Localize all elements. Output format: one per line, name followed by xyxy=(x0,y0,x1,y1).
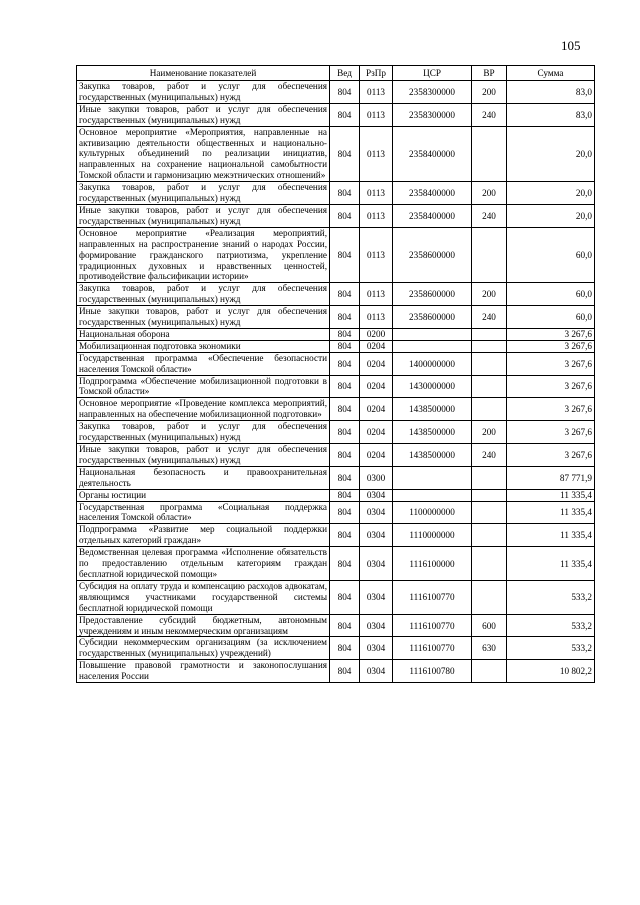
cell-ved: 804 xyxy=(330,637,360,660)
cell-sum: 3 267,6 xyxy=(507,398,595,421)
cell-vr: 200 xyxy=(472,421,507,444)
cell-name: Субсидия на оплату труда и компенсацию расходов адвокатам, являющимся участниками государственной системы бесплатной юридической помощи xyxy=(77,580,330,614)
cell-rzpr: 0304 xyxy=(360,547,393,581)
cell-ved: 804 xyxy=(330,421,360,444)
cell-csr: 1438500000 xyxy=(393,444,472,467)
cell-csr: 1110000000 xyxy=(393,524,472,547)
cell-sum: 11 335,4 xyxy=(507,524,595,547)
cell-rzpr: 0113 xyxy=(360,103,393,126)
table-row xyxy=(77,126,595,182)
cell-sum: 10 802,2 xyxy=(507,660,595,683)
cell-rzpr: 0113 xyxy=(360,204,393,227)
table-body xyxy=(77,81,595,683)
cell-name: Ведомственная целевая программа «Исполнение обязательств по предоставлению отдельным категориям граждан бесплатной юридической помощи» xyxy=(77,547,330,581)
cell-sum: 533,2 xyxy=(507,637,595,660)
cell-vr xyxy=(472,352,507,375)
cell-rzpr: 0204 xyxy=(360,444,393,467)
cell-vr xyxy=(472,340,507,352)
cell-ved: 804 xyxy=(330,81,360,104)
cell-vr: 240 xyxy=(472,306,507,329)
table-row xyxy=(77,352,595,375)
cell-csr xyxy=(393,340,472,352)
cell-csr xyxy=(393,489,472,501)
cell-name: Иные закупки товаров, работ и услуг для обеспечения государственных (муниципальных) нужд xyxy=(77,306,330,329)
cell-rzpr: 0204 xyxy=(360,375,393,398)
cell-name: Субсидии некоммерческим организациям (за исключением государственных (муниципальных) учреждений) xyxy=(77,637,330,660)
cell-csr: 1116100770 xyxy=(393,614,472,637)
cell-sum: 83,0 xyxy=(507,81,595,104)
table-row xyxy=(77,328,595,340)
cell-csr: 1116100770 xyxy=(393,637,472,660)
cell-csr: 1400000000 xyxy=(393,352,472,375)
cell-vr: 200 xyxy=(472,81,507,104)
cell-ved: 804 xyxy=(330,660,360,683)
page-number: 105 xyxy=(561,38,581,53)
cell-csr: 2358600000 xyxy=(393,227,472,283)
table-row xyxy=(77,398,595,421)
cell-ved: 804 xyxy=(330,501,360,524)
cell-ved: 804 xyxy=(330,489,360,501)
cell-name: Иные закупки товаров, работ и услуг для обеспечения государственных (муниципальных) нужд xyxy=(77,103,330,126)
cell-vr: 240 xyxy=(472,204,507,227)
table-row xyxy=(77,283,595,306)
table-row xyxy=(77,81,595,104)
cell-rzpr: 0304 xyxy=(360,614,393,637)
cell-csr: 2358400000 xyxy=(393,126,472,182)
cell-rzpr: 0304 xyxy=(360,489,393,501)
table-row xyxy=(77,204,595,227)
table-row xyxy=(77,580,595,614)
cell-sum: 3 267,6 xyxy=(507,352,595,375)
budget-table xyxy=(76,65,595,683)
cell-name: Национальная безопасность и правоохранительная деятельность xyxy=(77,466,330,489)
cell-rzpr: 0200 xyxy=(360,328,393,340)
cell-ved: 804 xyxy=(330,524,360,547)
cell-vr xyxy=(472,547,507,581)
table-header-row xyxy=(77,66,595,81)
cell-name: Подпрограмма «Развитие мер социальной поддержки отдельных категорий граждан» xyxy=(77,524,330,547)
cell-csr: 1116100000 xyxy=(393,547,472,581)
cell-name: Повышение правовой грамотности и законопослушания населения России xyxy=(77,660,330,683)
table-row xyxy=(77,421,595,444)
cell-sum: 3 267,6 xyxy=(507,340,595,352)
cell-ved: 804 xyxy=(330,126,360,182)
cell-ved: 804 xyxy=(330,328,360,340)
cell-sum: 20,0 xyxy=(507,204,595,227)
cell-name: Мобилизационная подготовка экономики xyxy=(77,340,330,352)
cell-vr xyxy=(472,227,507,283)
cell-vr: 600 xyxy=(472,614,507,637)
cell-ved: 804 xyxy=(330,547,360,581)
cell-sum: 3 267,6 xyxy=(507,328,595,340)
cell-ved: 804 xyxy=(330,614,360,637)
cell-sum: 83,0 xyxy=(507,103,595,126)
cell-rzpr: 0204 xyxy=(360,421,393,444)
table-row xyxy=(77,547,595,581)
cell-ved: 804 xyxy=(330,306,360,329)
cell-ved: 804 xyxy=(330,580,360,614)
cell-vr xyxy=(472,580,507,614)
cell-csr: 1430000000 xyxy=(393,375,472,398)
cell-csr: 1100000000 xyxy=(393,501,472,524)
cell-csr: 2358400000 xyxy=(393,204,472,227)
cell-ved: 804 xyxy=(330,182,360,205)
cell-rzpr: 0300 xyxy=(360,466,393,489)
cell-csr: 1438500000 xyxy=(393,421,472,444)
cell-vr: 200 xyxy=(472,182,507,205)
cell-csr: 2358300000 xyxy=(393,81,472,104)
cell-csr: 1116100780 xyxy=(393,660,472,683)
header-rzpr: РзПр xyxy=(360,66,393,81)
cell-sum: 533,2 xyxy=(507,580,595,614)
cell-ved: 804 xyxy=(330,375,360,398)
cell-name: Закупка товаров, работ и услуг для обеспечения государственных (муниципальных) нужд xyxy=(77,421,330,444)
cell-name: Закупка товаров, работ и услуг для обеспечения государственных (муниципальных) нужд xyxy=(77,283,330,306)
cell-sum: 11 335,4 xyxy=(507,547,595,581)
table-row xyxy=(77,466,595,489)
table-row xyxy=(77,501,595,524)
cell-csr: 1116100770 xyxy=(393,580,472,614)
cell-rzpr: 0304 xyxy=(360,501,393,524)
cell-vr: 240 xyxy=(472,103,507,126)
cell-name: Закупка товаров, работ и услуг для обеспечения государственных (муниципальных) нужд xyxy=(77,81,330,104)
cell-sum: 20,0 xyxy=(507,126,595,182)
header-name: Наименование показателей xyxy=(77,66,330,81)
cell-sum: 533,2 xyxy=(507,614,595,637)
table-row xyxy=(77,637,595,660)
cell-rzpr: 0304 xyxy=(360,524,393,547)
cell-vr xyxy=(472,328,507,340)
cell-csr: 2358300000 xyxy=(393,103,472,126)
cell-sum: 87 771,9 xyxy=(507,466,595,489)
cell-csr: 2358600000 xyxy=(393,306,472,329)
cell-csr: 2358600000 xyxy=(393,283,472,306)
cell-vr xyxy=(472,489,507,501)
cell-rzpr: 0304 xyxy=(360,580,393,614)
cell-rzpr: 0304 xyxy=(360,660,393,683)
header-sum: Сумма xyxy=(507,66,595,81)
cell-vr xyxy=(472,501,507,524)
cell-name: Основное мероприятие «Реализация мероприятий, направленных на распространение знаний о народах России, формирование гражданского патриотизма, укрепление традиционных духовных и нравственных ценностей, противодействие фальсификации истории» xyxy=(77,227,330,283)
cell-name: Государственная программа «Обеспечение безопасности населения Томской области» xyxy=(77,352,330,375)
cell-rzpr: 0204 xyxy=(360,340,393,352)
table-row xyxy=(77,444,595,467)
table-row xyxy=(77,375,595,398)
cell-name: Иные закупки товаров, работ и услуг для обеспечения государственных (муниципальных) нужд xyxy=(77,204,330,227)
cell-sum: 60,0 xyxy=(507,283,595,306)
cell-ved: 804 xyxy=(330,444,360,467)
cell-vr: 240 xyxy=(472,444,507,467)
cell-sum: 11 335,4 xyxy=(507,489,595,501)
table-row xyxy=(77,340,595,352)
cell-name: Подпрограмма «Обеспечение мобилизационной подготовки в Томской области» xyxy=(77,375,330,398)
cell-name: Иные закупки товаров, работ и услуг для обеспечения государственных (муниципальных) нужд xyxy=(77,444,330,467)
cell-ved: 804 xyxy=(330,204,360,227)
cell-ved: 804 xyxy=(330,398,360,421)
cell-vr xyxy=(472,126,507,182)
cell-ved: 804 xyxy=(330,352,360,375)
cell-ved: 804 xyxy=(330,103,360,126)
cell-rzpr: 0204 xyxy=(360,398,393,421)
cell-vr: 630 xyxy=(472,637,507,660)
cell-name: Основное мероприятие «Мероприятия, направленные на активизацию деятельности общественных и национально-культурных объединений по реализации инициатив, направленных на сохранение национальной самобытности Томской области и гармонизацию межэтнических отношений» xyxy=(77,126,330,182)
cell-sum: 60,0 xyxy=(507,227,595,283)
cell-sum: 60,0 xyxy=(507,306,595,329)
cell-ved: 804 xyxy=(330,466,360,489)
cell-sum: 3 267,6 xyxy=(507,444,595,467)
table-row xyxy=(77,614,595,637)
cell-vr xyxy=(472,660,507,683)
cell-rzpr: 0204 xyxy=(360,352,393,375)
cell-name: Закупка товаров, работ и услуг для обеспечения государственных (муниципальных) нужд xyxy=(77,182,330,205)
cell-name: Предоставление субсидий бюджетным, автономным учреждениям и иным некоммерческим организациям xyxy=(77,614,330,637)
cell-sum: 20,0 xyxy=(507,182,595,205)
cell-vr: 200 xyxy=(472,283,507,306)
cell-name: Органы юстиции xyxy=(77,489,330,501)
cell-rzpr: 0113 xyxy=(360,81,393,104)
cell-vr xyxy=(472,398,507,421)
cell-ved: 804 xyxy=(330,340,360,352)
cell-rzpr: 0113 xyxy=(360,227,393,283)
cell-name: Государственная программа «Социальная поддержка населения Томской области» xyxy=(77,501,330,524)
cell-rzpr: 0113 xyxy=(360,182,393,205)
cell-vr xyxy=(472,524,507,547)
table-row xyxy=(77,524,595,547)
cell-vr xyxy=(472,375,507,398)
cell-csr: 2358400000 xyxy=(393,182,472,205)
cell-rzpr: 0113 xyxy=(360,283,393,306)
cell-csr xyxy=(393,466,472,489)
header-ved: Вед xyxy=(330,66,360,81)
cell-name: Основное мероприятие «Проведение комплекса мероприятий, направленных на обеспечение мобилизационной подготовки» xyxy=(77,398,330,421)
cell-rzpr: 0304 xyxy=(360,637,393,660)
table-row xyxy=(77,660,595,683)
table-row xyxy=(77,489,595,501)
cell-ved: 804 xyxy=(330,227,360,283)
table-row xyxy=(77,182,595,205)
header-csr: ЦСР xyxy=(393,66,472,81)
cell-csr xyxy=(393,328,472,340)
cell-sum: 11 335,4 xyxy=(507,501,595,524)
cell-sum: 3 267,6 xyxy=(507,421,595,444)
cell-ved: 804 xyxy=(330,283,360,306)
table-row xyxy=(77,306,595,329)
cell-vr xyxy=(472,466,507,489)
cell-sum: 3 267,6 xyxy=(507,375,595,398)
cell-rzpr: 0113 xyxy=(360,306,393,329)
header-vr: ВР xyxy=(472,66,507,81)
cell-csr: 1438500000 xyxy=(393,398,472,421)
table-row xyxy=(77,103,595,126)
table-row xyxy=(77,227,595,283)
cell-name: Национальная оборона xyxy=(77,328,330,340)
cell-rzpr: 0113 xyxy=(360,126,393,182)
